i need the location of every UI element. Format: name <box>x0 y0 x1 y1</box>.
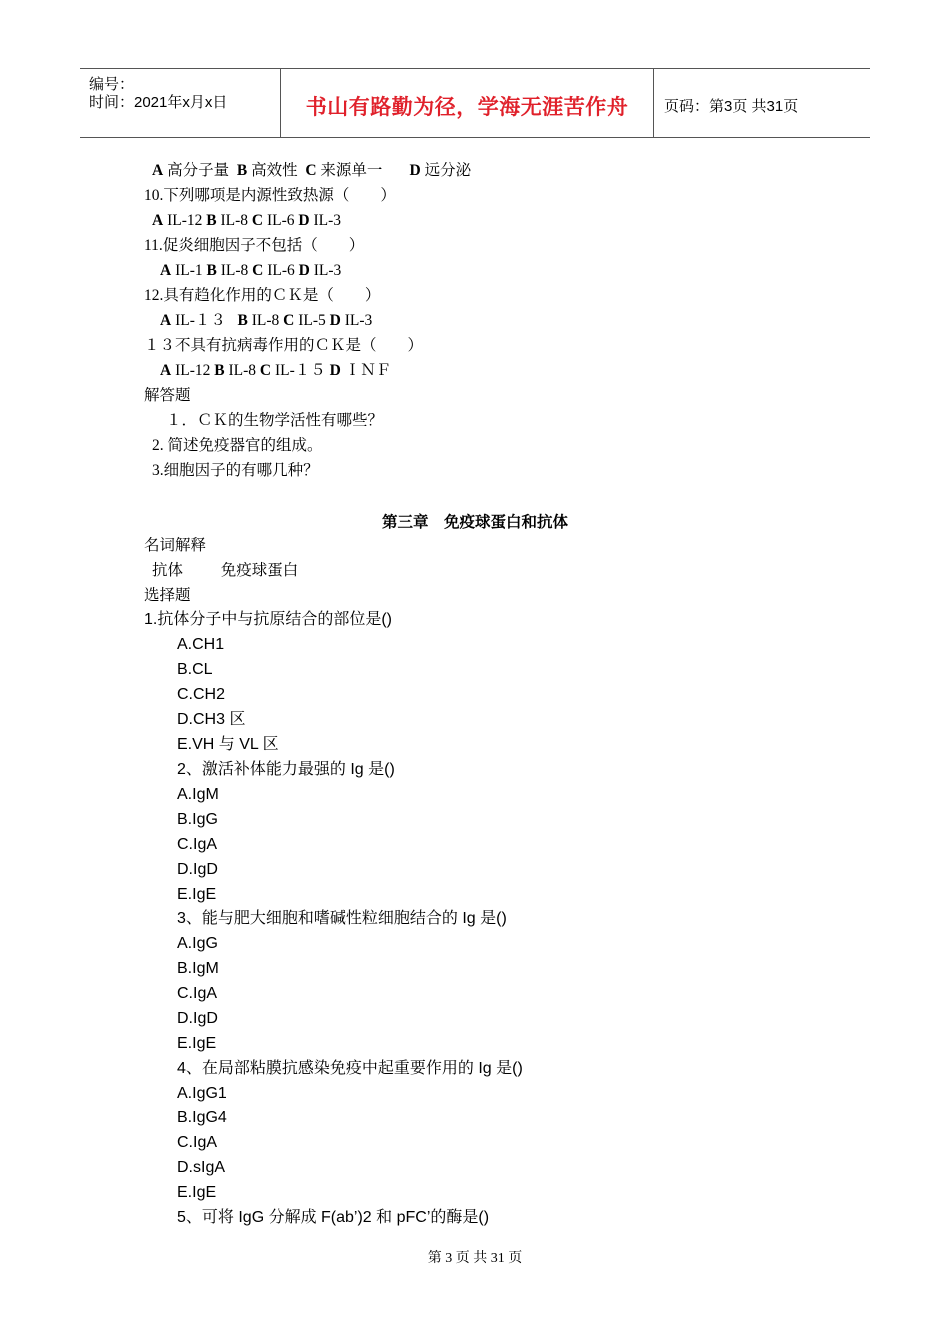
option-letter: A <box>160 312 172 329</box>
option-letter: B <box>206 262 217 279</box>
option-letter: C <box>252 262 264 279</box>
option-3a: A.IgG <box>177 935 218 952</box>
option-text: 远分泌 <box>424 162 472 179</box>
option-text: IL-１５ <box>274 362 326 379</box>
header-page-number: 页码：第3页 共31页 <box>664 98 799 115</box>
q12-stem: 12.具有趋化作用的ＣＫ是（ ） <box>144 287 381 304</box>
option-letter: D <box>409 162 421 179</box>
option-letter: A <box>160 262 172 279</box>
page-header <box>80 68 870 138</box>
option-text: IL-5 <box>298 312 326 329</box>
answer-item: １．ＣＫ的生物学活性有哪些？ <box>166 412 384 429</box>
option-letter: A <box>160 362 172 379</box>
option-2b: B.IgG <box>177 811 218 828</box>
option-text: 来源单一 <box>320 162 383 179</box>
chapter-title: 第三章 免疫球蛋白和抗体 <box>381 513 568 531</box>
option-4b: B.IgG4 <box>177 1109 227 1126</box>
doc-time-label: 时间：2021年x月x日 <box>89 94 228 111</box>
option-letter: A <box>152 212 164 229</box>
option-text: IL-12 <box>167 212 203 229</box>
doc-number-label: 编号： <box>89 76 135 93</box>
option-3d: D.IgD <box>177 1010 218 1027</box>
question-3: 3、能与肥大细胞和嗜碱性粒细胞结合的 Ig 是() <box>177 910 507 927</box>
option-text: IL-8 <box>220 212 249 229</box>
option-text: IL-3 <box>313 262 342 279</box>
option-text: IL-１３ <box>175 312 226 329</box>
option-letter: B <box>237 312 248 329</box>
option-text: IL-3 <box>344 312 373 329</box>
term: 抗体 <box>152 562 184 579</box>
q11-options <box>160 261 341 281</box>
option-text: IL-8 <box>228 362 257 379</box>
option-3e: E.IgE <box>177 1035 217 1052</box>
option-1d: D.CH3 区 <box>177 711 246 728</box>
option-letter: D <box>329 362 341 379</box>
option-text: ＩＮＦ <box>344 362 392 379</box>
option-text: IL-12 <box>175 362 211 379</box>
q12-options <box>160 311 372 331</box>
option-letter: B <box>236 162 248 179</box>
q10-options <box>152 211 341 231</box>
answer-item: 3.细胞因子的有哪几种？ <box>152 462 319 479</box>
option-letter: D <box>298 212 310 229</box>
option-letter: D <box>329 312 341 329</box>
option-text: 高分子量 <box>167 162 230 179</box>
option-letter: C <box>283 312 295 329</box>
option-letter: C <box>259 362 272 379</box>
header-meta-cell <box>80 69 281 137</box>
option-1c: C.CH2 <box>177 686 226 703</box>
q10-stem: 10.下列哪项是内源性致热源（ ） <box>144 187 396 204</box>
question-2: 2、激活补体能力最强的 Ig 是() <box>177 761 395 778</box>
motto: 书山有路勤为径，学海无涯苦作舟 <box>305 95 629 119</box>
option-4a: A.IgG1 <box>177 1085 227 1102</box>
option-text: 高效性 <box>251 162 298 179</box>
question-5: 5、可将 IgG 分解成 F(ab’)2 和 pFC’的酶是() <box>177 1209 490 1226</box>
option-letter: B <box>214 362 225 379</box>
q9-options <box>152 161 471 181</box>
option-4d: D.sIgA <box>177 1159 226 1176</box>
option-letter: C <box>305 162 317 179</box>
option-text: IL-3 <box>313 212 342 229</box>
q13-stem: １３不具有抗病毒作用的ＣＫ是（ ） <box>144 337 424 354</box>
terms-line <box>152 561 298 581</box>
answer-item: 2. 简述免疫器官的组成。 <box>152 437 323 454</box>
choice-heading: 选择题 <box>144 587 191 604</box>
header-motto-cell <box>281 69 654 137</box>
option-letter: D <box>298 262 310 279</box>
terms-heading: 名词解释 <box>144 537 207 554</box>
option-2a: A.IgM <box>177 786 219 803</box>
q11-stem: 11.促炎细胞因子不包括（ ） <box>144 237 365 254</box>
option-1e: E.VH 与 VL 区 <box>177 736 279 753</box>
option-text: IL-1 <box>175 262 203 279</box>
term: 免疫球蛋白 <box>220 562 299 579</box>
option-text: IL-6 <box>267 262 295 279</box>
option-3b: B.IgM <box>177 960 219 977</box>
answer-heading: 解答题 <box>144 387 191 404</box>
page-footer: 第 3 页 共 31 页 <box>427 1251 523 1266</box>
option-letter: A <box>152 162 164 179</box>
option-1a: A.CH1 <box>177 636 225 653</box>
option-4e: E.IgE <box>177 1184 217 1201</box>
q13-options <box>160 361 391 381</box>
option-1b: B.CL <box>177 661 213 678</box>
question-1: 1.抗体分子中与抗原结合的部位是() <box>144 611 393 628</box>
option-2c: C.IgA <box>177 836 218 853</box>
header-page-cell <box>654 69 870 137</box>
option-text: IL-8 <box>251 312 280 329</box>
question-4: 4、在局部粘膜抗感染免疫中起重要作用的 Ig 是() <box>177 1060 523 1077</box>
option-3c: C.IgA <box>177 985 218 1002</box>
option-letter: C <box>251 212 264 229</box>
option-text: IL-8 <box>220 262 249 279</box>
option-4c: C.IgA <box>177 1134 218 1151</box>
option-2d: D.IgD <box>177 861 218 878</box>
option-letter: B <box>206 212 217 229</box>
option-text: IL-6 <box>266 212 295 229</box>
option-2e: E.IgE <box>177 886 217 903</box>
